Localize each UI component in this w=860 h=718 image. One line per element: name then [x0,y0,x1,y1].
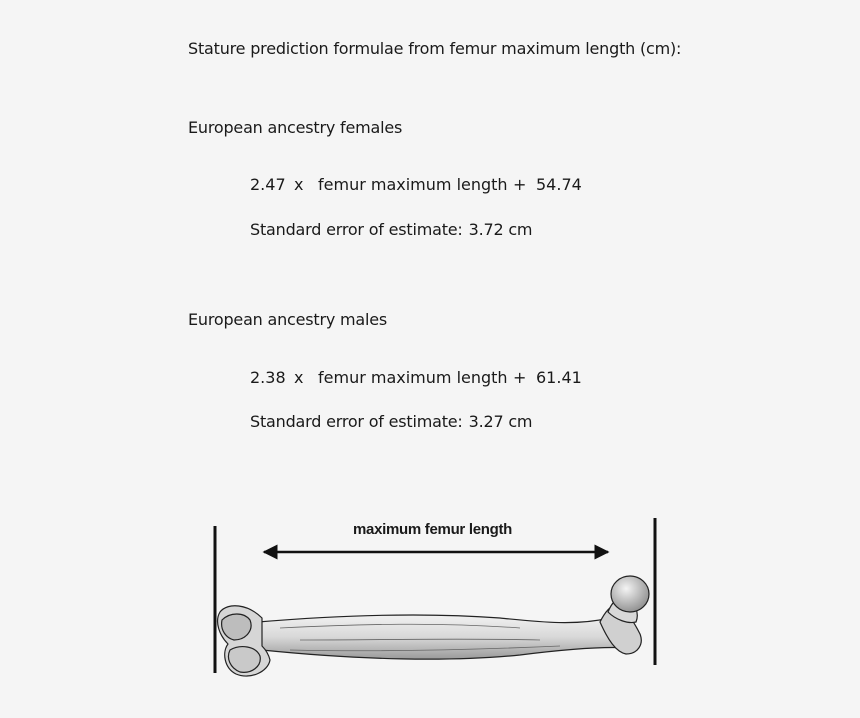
standard-error-label: Standard error of estimate: [250,412,463,431]
group-title-females: European ancestry females [188,118,403,137]
formula-constant: 61.41 [536,368,582,387]
formula-variable: femur maximum length [318,175,508,194]
formula-constant: 54.74 [536,175,582,194]
condyle-detail [222,614,251,640]
femur-bone [218,576,649,676]
femur-shaft [258,614,629,659]
group-title-males: European ancestry males [188,310,388,329]
measurement-label: maximum femur length [353,521,513,538]
femur-illustration [0,500,860,700]
femur-head [611,576,649,612]
plus-symbol: + [513,175,527,194]
standard-error-females [250,220,532,240]
formula-variable: femur maximum length [318,368,508,387]
condyle-lower-detail [228,647,260,673]
standard-error-value: 3.27 cm [468,412,533,431]
formula-coefficient: 2.38 [250,368,286,387]
plus-symbol: + [513,368,527,387]
page-heading: Stature prediction formulae from femur maximum length (cm): [188,39,682,58]
standard-error-label: Standard error of estimate: [250,220,463,239]
standard-error-value: 3.72 cm [468,220,533,239]
standard-error-males [250,412,532,432]
multiply-symbol: x [294,368,304,387]
formula-coefficient: 2.47 [250,175,286,194]
multiply-symbol: x [294,175,304,194]
